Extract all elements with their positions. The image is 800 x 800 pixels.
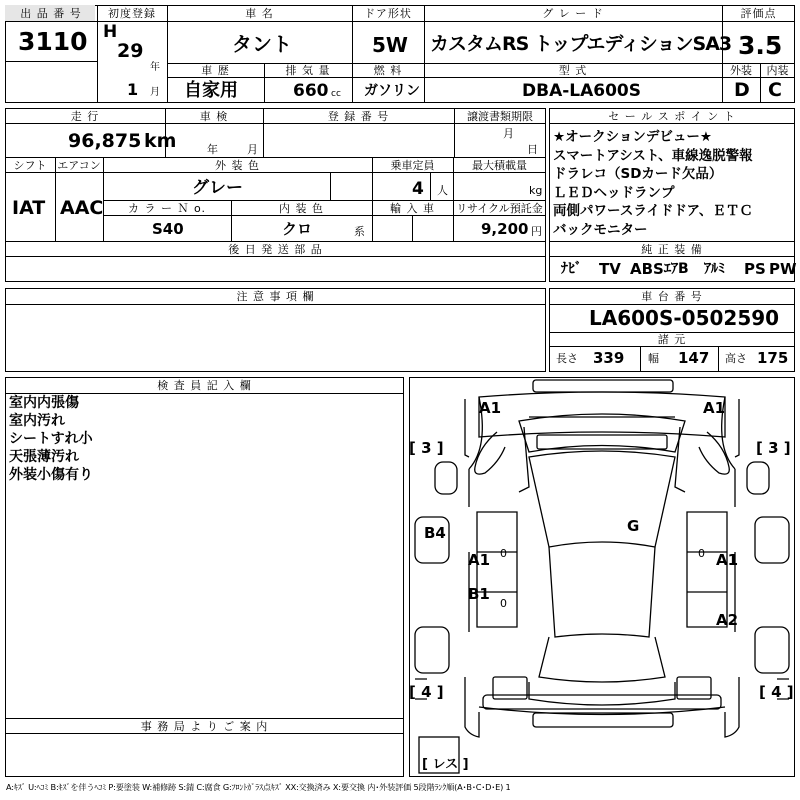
- recycle: 9,200: [481, 220, 529, 238]
- damage-mark: [ レス ]: [422, 757, 469, 772]
- score: 3.5: [738, 31, 783, 60]
- damage-mark: [ 3 ]: [409, 439, 444, 457]
- score-label: 評価点: [740, 7, 777, 20]
- first-reg-label: 初度登録: [108, 7, 156, 20]
- transfer-day-unit: 日: [527, 143, 538, 156]
- inspection-label: 車 検: [199, 110, 229, 123]
- inspection-month-unit: 月: [247, 143, 258, 156]
- exterior-grade-label: 外装: [730, 64, 752, 77]
- capacity-label: 乗車定員: [390, 159, 435, 172]
- mileage-unit: km: [144, 130, 177, 152]
- height-value: 175: [757, 349, 789, 367]
- lot-label: 出 品 番 号: [20, 7, 82, 20]
- equipment-item: ｴｱB: [664, 261, 689, 277]
- damage-mark: A1: [703, 399, 726, 417]
- equipment-item: ABS: [630, 260, 664, 278]
- width-value: 147: [678, 349, 710, 367]
- exterior-grade: D: [734, 79, 750, 101]
- sales-point-line: バックモニター: [553, 221, 648, 238]
- inspector-note: シートすれ小: [9, 431, 93, 447]
- office-label: 事 務 局 よ り ご 案 内: [140, 720, 269, 733]
- car-name-label: 車 名: [245, 7, 274, 20]
- inspector-label: 検 査 員 記 入 欄: [157, 379, 252, 392]
- interior-grade-label: 内装: [766, 64, 789, 77]
- import-label: 輸 入 車: [390, 202, 435, 215]
- first-reg-month: 1: [127, 80, 139, 99]
- mileage: 96,875: [68, 130, 142, 152]
- sales-point-line: スマートアシスト、車線逸脱警報: [553, 147, 753, 164]
- aircon-label: エアコン: [57, 159, 101, 172]
- ext-color: グレー: [192, 178, 243, 198]
- first-reg-month-unit: 月: [150, 87, 160, 98]
- sales-point-line: ＬＥＤヘッドランプ: [553, 184, 675, 201]
- shift-label: シフト: [13, 159, 47, 172]
- int-color: クロ: [282, 220, 313, 238]
- damage-mark: B4: [424, 524, 446, 542]
- damage-mark: [ 3 ]: [756, 439, 791, 457]
- registration-label: 登 録 番 号: [327, 110, 390, 123]
- car-damage-diagram: [409, 377, 795, 777]
- inspector-note: 天張薄汚れ: [9, 449, 79, 465]
- ext-color-label: 外 装 色: [215, 159, 260, 172]
- svg-text:0: 0: [500, 547, 507, 560]
- model-label: 型 式: [558, 64, 588, 77]
- displacement-unit: cc: [331, 89, 341, 99]
- color-no-label: カ ラ ー Ｎ o.: [127, 202, 207, 215]
- history-label: 車 歴: [201, 64, 230, 77]
- displacement-label: 排 気 量: [285, 64, 331, 77]
- notes-label: 注 意 事 項 欄: [236, 290, 315, 303]
- legend: A:ｷｽﾞ U:ﾍｺﾐ B:ｷｽﾞを伴うﾍｺﾐ P:要塗装 W:補修跡 S:錆 C:腐食 G:ﾌﾛﾝﾄｶﾞﾗｽ点ｷｽﾞ XX:交換済み X:要交換 内･外装評価 5段階ﾗﾝｸ順(A･B･C･D･E) 1: [6, 782, 511, 792]
- door-type: 5W: [372, 33, 408, 57]
- max-load-unit: kg: [529, 184, 543, 197]
- chassis-label: 車 台 番 号: [641, 290, 703, 303]
- first-reg-year-unit: 年: [150, 62, 160, 73]
- first-reg-era: H: [103, 22, 118, 42]
- equipment-item: PS: [744, 260, 766, 278]
- damage-mark: B1: [468, 585, 490, 603]
- grade-label: グ レ ー ド: [542, 7, 604, 20]
- car-name: タント: [232, 32, 292, 56]
- length-value: 339: [593, 349, 625, 367]
- int-color-unit: 系: [354, 225, 365, 238]
- length-label: 長さ: [556, 352, 578, 365]
- height-label: 高さ: [725, 352, 747, 365]
- displacement: 660: [293, 81, 329, 101]
- fuel-label: 燃 料: [373, 64, 403, 77]
- door-label: ドア形状: [364, 7, 412, 20]
- inspector-note: 室内汚れ: [9, 413, 65, 429]
- transfer-deadline-label: 譲渡書類期限: [467, 110, 533, 123]
- equipment-label: 純 正 装 備: [641, 243, 703, 256]
- recycle-unit: 円: [531, 225, 542, 238]
- damage-mark: A2: [716, 611, 739, 629]
- inspection-year-unit: 年: [207, 143, 218, 156]
- color-no: S40: [152, 220, 184, 238]
- sales-point-line: ドラレコ（SDカード欠品）: [553, 166, 723, 182]
- capacity-unit: 人: [437, 184, 448, 197]
- equipment-item: ﾅﾋﾞ: [561, 261, 582, 277]
- sales-point-line: 両側パワースライドドア、ＥＴＣ: [553, 203, 753, 219]
- damage-mark: [ 4 ]: [759, 683, 794, 701]
- int-color-label: 内 装 色: [279, 202, 324, 215]
- svg-text:0: 0: [500, 597, 507, 610]
- equipment-item: TV: [599, 260, 621, 278]
- fuel: ガソリン: [364, 83, 420, 99]
- damage-mark: [ 4 ]: [409, 683, 444, 701]
- history: 自家用: [184, 80, 238, 101]
- inspector-note: 外装小傷有り: [9, 467, 93, 483]
- width-label: 幅: [648, 352, 659, 365]
- equipment-item: ｱﾙﾐ: [704, 261, 725, 277]
- mileage-label: 走 行: [70, 110, 100, 123]
- sales-point-line: ★オークションデビュー★: [553, 129, 712, 145]
- max-load-label: 最大積載量: [472, 159, 527, 172]
- capacity: 4: [412, 179, 424, 199]
- sales-points-label: セ ー ル ス ポ イ ン ト: [608, 110, 736, 123]
- damage-mark: A1: [479, 399, 502, 417]
- equipment-item: PW: [769, 260, 797, 278]
- dimensions-label: 諸 元: [657, 333, 687, 346]
- recycle-label: リサイクル預託金: [456, 202, 543, 215]
- lot-number: 3110: [18, 27, 88, 56]
- interior-grade: C: [768, 79, 782, 101]
- transfer-month-unit: 月: [503, 127, 514, 140]
- damage-mark: A1: [468, 551, 491, 569]
- first-reg-year: 29: [117, 40, 144, 62]
- svg-text:0: 0: [698, 547, 705, 560]
- damage-mark: G: [627, 517, 640, 535]
- model: DBA-LA600S: [522, 81, 641, 101]
- grade: カスタムRS トップエディションSA3: [430, 33, 732, 55]
- inspector-note: 室内内張傷: [9, 395, 79, 411]
- chassis-number: LA600S-0502590: [589, 306, 780, 330]
- later-parts-label: 後 日 発 送 部 品: [228, 243, 323, 256]
- shift: IAT: [12, 197, 46, 219]
- damage-mark: A1: [716, 551, 739, 569]
- aircon: AAC: [60, 197, 104, 219]
